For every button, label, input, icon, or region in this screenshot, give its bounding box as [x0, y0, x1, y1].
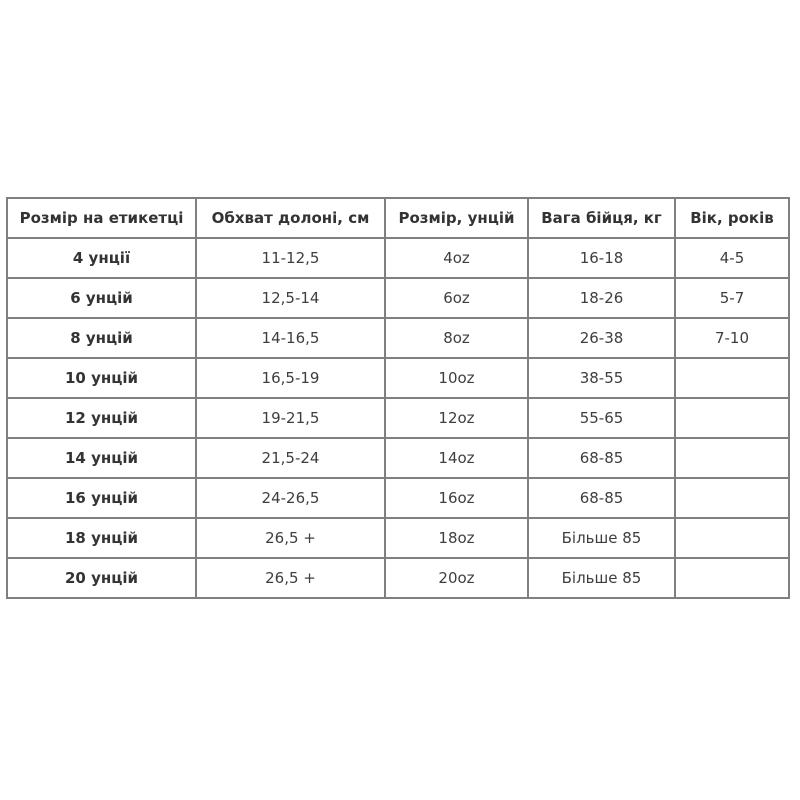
table-cell: 16,5-19 — [196, 358, 385, 398]
table-cell: 20 унцій — [7, 558, 196, 598]
table-cell: 18oz — [385, 518, 528, 558]
table-row — [7, 518, 789, 558]
table-cell — [675, 478, 789, 518]
table-cell: 16 унцій — [7, 478, 196, 518]
table-cell — [675, 558, 789, 598]
table-cell — [675, 358, 789, 398]
header-cell-palm-circumference: Обхват долоні, см — [196, 198, 385, 238]
table-cell — [675, 438, 789, 478]
table-cell: 24-26,5 — [196, 478, 385, 518]
table-cell — [675, 398, 789, 438]
table-row — [7, 438, 789, 478]
table-cell: 14oz — [385, 438, 528, 478]
header-cell-age: Вік, років — [675, 198, 789, 238]
table-cell: 16-18 — [528, 238, 675, 278]
table-row — [7, 558, 789, 598]
table-cell: 55-65 — [528, 398, 675, 438]
glove-size-table — [6, 197, 790, 599]
table-cell: 12 унцій — [7, 398, 196, 438]
header-row — [7, 198, 789, 238]
table-cell: 18-26 — [528, 278, 675, 318]
table-cell: 11-12,5 — [196, 238, 385, 278]
table-cell: 5-7 — [675, 278, 789, 318]
table-cell: 12,5-14 — [196, 278, 385, 318]
table-cell: 68-85 — [528, 438, 675, 478]
table-cell — [675, 518, 789, 558]
table-cell: 14-16,5 — [196, 318, 385, 358]
table-row — [7, 358, 789, 398]
table-cell: 26,5 + — [196, 518, 385, 558]
table-cell: 7-10 — [675, 318, 789, 358]
table-row — [7, 278, 789, 318]
table-cell: 4 унції — [7, 238, 196, 278]
table-cell: 18 унцій — [7, 518, 196, 558]
table-row — [7, 398, 789, 438]
table-cell: 12oz — [385, 398, 528, 438]
table-cell: 10oz — [385, 358, 528, 398]
table-cell: 26,5 + — [196, 558, 385, 598]
table-cell: Більше 85 — [528, 558, 675, 598]
table-cell: 26-38 — [528, 318, 675, 358]
table-row — [7, 318, 789, 358]
table-cell: 68-85 — [528, 478, 675, 518]
table-cell: 8oz — [385, 318, 528, 358]
table-cell: 14 унцій — [7, 438, 196, 478]
table-row — [7, 478, 789, 518]
table-cell: 4oz — [385, 238, 528, 278]
table-cell: 38-55 — [528, 358, 675, 398]
table-cell: 4-5 — [675, 238, 789, 278]
table-cell: 21,5-24 — [196, 438, 385, 478]
table-cell: 20oz — [385, 558, 528, 598]
table-cell: 16oz — [385, 478, 528, 518]
table-cell: 8 унцій — [7, 318, 196, 358]
table-cell: 6oz — [385, 278, 528, 318]
table-row — [7, 238, 789, 278]
table-cell: 6 унцій — [7, 278, 196, 318]
header-cell-size-label: Розмір на етикетці — [7, 198, 196, 238]
table-cell: Більше 85 — [528, 518, 675, 558]
header-cell-fighter-weight: Вага бійця, кг — [528, 198, 675, 238]
table-cell: 19-21,5 — [196, 398, 385, 438]
header-cell-size-oz: Розмір, унцій — [385, 198, 528, 238]
table-cell: 10 унцій — [7, 358, 196, 398]
